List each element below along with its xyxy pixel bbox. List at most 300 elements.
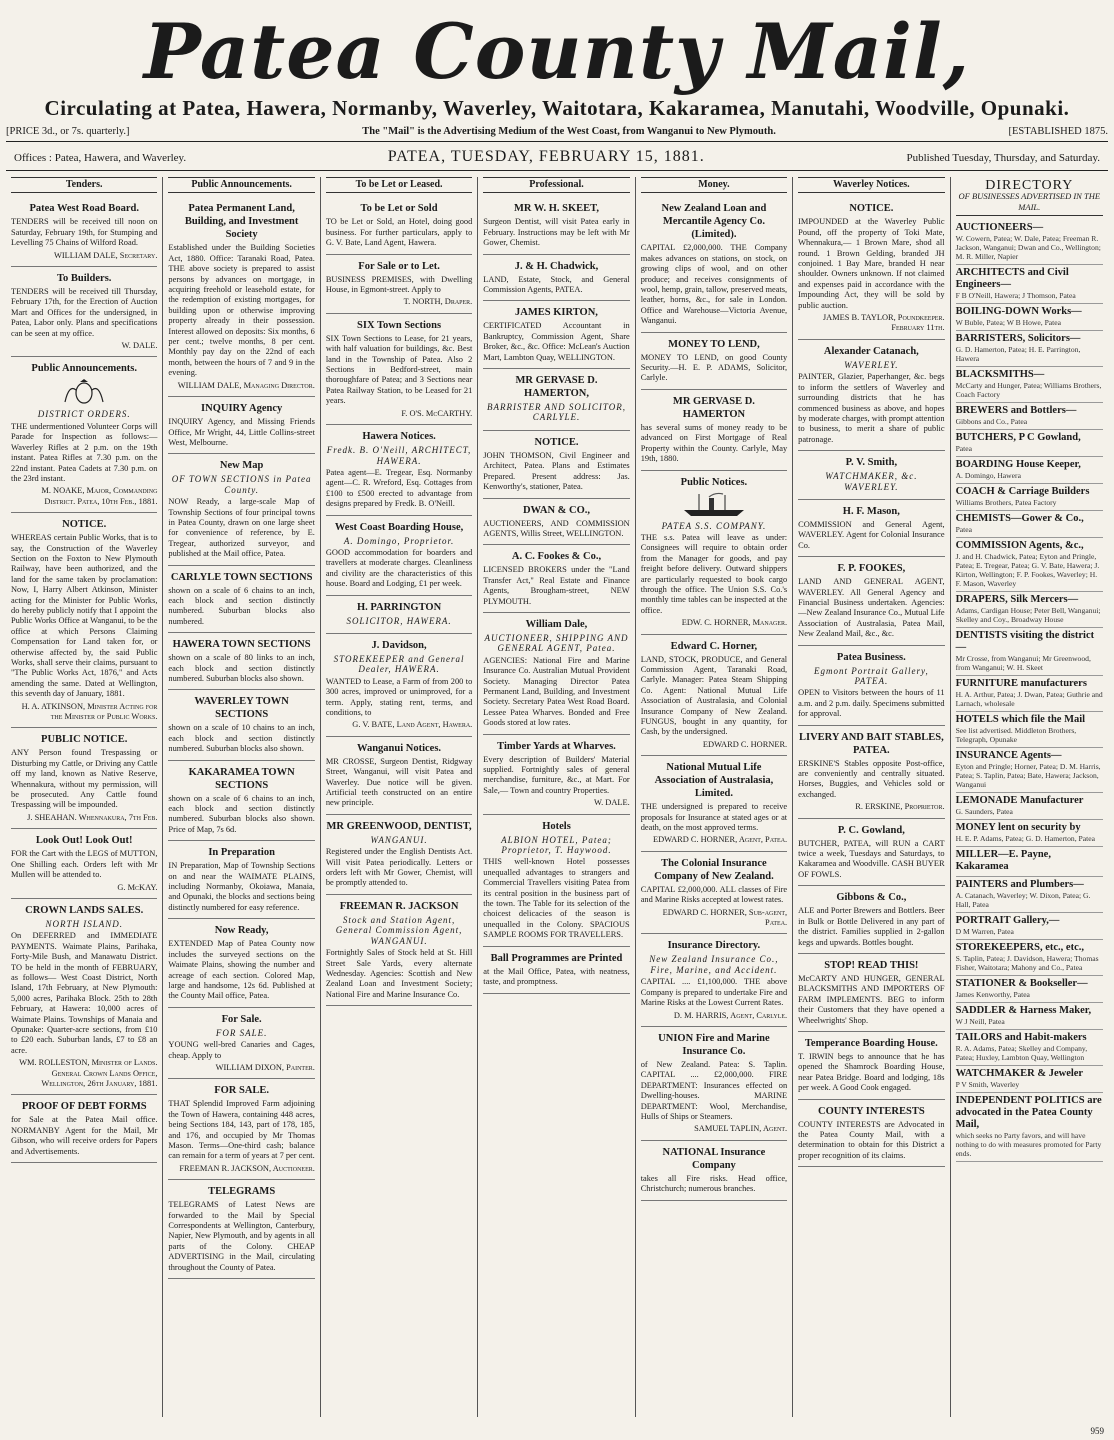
ad-title: Temperance Boarding House. (804, 1037, 938, 1049)
directory-entry-title: PAINTERS and Plumbers— (955, 879, 1084, 891)
advertisement (326, 425, 472, 515)
ad-body-text: OPEN to Visitors between the hours of 11 a.m. and 2 p.m. daily. Specimens submitted for approval. (798, 688, 945, 719)
directory-entry (956, 592, 1103, 628)
ad-body-text: Every description of Builders' Material supplied. Fortnightly sales of general merchandise, furniture, &c., at Mart. For Sale,— Town and country Properties. (483, 754, 630, 795)
ad-body-text: shown on a scale of 10 chains to an inch, each block and section distinctly numbered. Suburban blocks also shown. (168, 723, 315, 754)
ad-title: COUNTY INTERESTS (818, 1105, 925, 1117)
ad-title: F. P. FOOKES, (837, 563, 906, 575)
directory-entry-names: James Kenworthy, Patea (955, 990, 1030, 1000)
directory-entry-title: BLACKSMITHS— (955, 369, 1045, 381)
ad-title: LIVERY AND BAIT STABLES, PATEA. (798, 731, 944, 756)
ad-body-text: CAPITAL £2,000,000. ALL classes of Fire and Marine Risks accepted at lowest rates. (640, 884, 788, 905)
ad-body-text: Patea agent—E. Tregear, Esq. Normanby agent—C. R. Wreford, Esq. Cottages from £100 to £500 erected to advantage from designs prepared by Fredk. B. O'Neill. (325, 467, 473, 509)
advertisement (483, 545, 629, 613)
ad-body-text: shown on a scale of 80 links to an inch, each block and section distinctly numbered. Suburban blocks also shown. (168, 653, 315, 683)
ad-title: TELEGRAMS (208, 1186, 276, 1198)
ad-body-text: shown on a scale of 6 chains to an inch, each block and section distinctly numbered. Suburban blocks also shown. Price of Map, 7s 6d. (168, 793, 315, 834)
advertisement (483, 369, 629, 431)
ad-body-text: LAND, STOCK, PRODUCE, and General Commission Agent, Taranaki Road, Carlyle. Manager: Patea Steam Shipping Co. Agent: National Mutual Life Association of Australasia, and Colonial Insurance Company of New Zealand. FUNGUS, bought in any quantity, for Cash, by the undersigned. (640, 654, 788, 737)
ad-body-text: COMMISSION and General Agent, WAVERLEY. Agent for Colonial Insurance Co. (798, 519, 945, 550)
directory-entry (956, 1093, 1103, 1162)
ad-title: KAKARAMEA TOWN SECTIONS (188, 766, 295, 791)
advertisement (168, 454, 314, 565)
ad-body-text: CAPITAL £2,000,000. THE Company makes advances on stations, on stock, on growing clips of wool, and on other produce; and receives consignments of wool, hemp, grain, tallow, preserved meats, leather, horns, &c., for sale in London. Office and Warehouse—Victoria Avenue, Wanganui. (640, 243, 788, 326)
ad-body-text: Registered under the English Dentists Act. Will visit Patea periodically. Letters or orders left with Mr Gower, Chemist, will be promptly attended to. (325, 847, 473, 888)
advertisement (326, 516, 472, 596)
directory-entry-title: COACH & Carriage Builders (955, 486, 1090, 498)
ad-title: NATIONAL Insurance Company (662, 1146, 766, 1171)
ad-subtitle: DISTRICT ORDERS. (37, 409, 131, 420)
ad-title: MR GREENWOOD, DENTIST, (326, 820, 472, 832)
advertisement (483, 431, 629, 499)
ad-body-text: TENDERS will be received till noon on Saturday, February 19th, for Stumping and Levelling 75 Chains of Wilford Road. (11, 217, 158, 248)
directory-entry (956, 793, 1103, 820)
masthead-subtitle: Circulating at Patea, Hawera, Normanby, Waverley, Waitotara, Kakaramea, Manutahi, Woodville, Opunaki. (44, 96, 1070, 120)
ad-signature: FREEMAN R. JACKSON, Auctioneer. (179, 1163, 315, 1173)
ad-subtitle: WANGANUI. (370, 834, 428, 845)
advertisement (798, 197, 944, 339)
advertisement (326, 255, 472, 314)
ad-title: CROWN LANDS SALES. (25, 904, 144, 916)
directory-entry-title: STOREKEEPERS, etc., etc., (955, 942, 1084, 954)
ad-title: William Dale, (525, 618, 588, 630)
ad-title: PROOF OF DEBT FORMS (21, 1101, 147, 1113)
ad-body-text: YOUNG well-bred Canaries and Cages, cheap. Apply to (168, 1040, 315, 1060)
advertisement (168, 1008, 314, 1080)
directory-entry-title: DENTISTS visiting the district— (955, 630, 1095, 654)
directory-entry-title: BREWERS and Bottlers— (955, 405, 1077, 417)
directory-entry-title: BOILING-DOWN Works— (955, 306, 1082, 318)
directory-entry (956, 220, 1103, 265)
directory-entry (956, 1003, 1103, 1030)
ad-title: For Sale or to Let. (358, 260, 440, 272)
advertisement (326, 815, 472, 895)
ad-body-text: JOHN THOMSON, Civil Engineer and Architect, Patea. Plans and Estimates Prepared. Present address: Jas. Kenworthy's, stationer, Patea. (483, 450, 630, 492)
steamship-icon (679, 492, 749, 518)
ad-body-text: TELEGRAMS of Latest News are forwarded to the Mail by Special Correspondents at Wellington, Canterbury, Napier, New Plymouth, and by agents in all parts of the Colony. CHEAP ADVERTISING in the Mail, circulating throughout the County of Patea. (168, 1200, 315, 1272)
ad-body-text: GOOD accommodation for boarders and travellers at moderate charges. Cleanliness and civility are the characteristics of this house. Board and Lodging, £1 per week. (325, 547, 473, 589)
ad-subtitle: A. Domingo, Proprietor. (343, 535, 455, 546)
ad-title: MR GERVASE D. HAMERTON (672, 395, 755, 420)
ad-body-text: has several sums of money ready to be advanced on First Mortgage of Real Property within the County. Carlyle, May 19th, 1880. (640, 422, 788, 464)
column-heading: Professional. (483, 177, 629, 193)
column-2 (163, 177, 320, 1417)
directory-entry-names: J. and H. Chadwick, Patea; Eyton and Pringle, Patea; E. Tregear, Patea; G. V. Bate, Hawera; J. Kirton, Wellington; F. P. Fookes, Waverley; H. F. Mason, Waverley (955, 552, 1100, 589)
ad-body-text: LICENSED BROKERS under the "Land Transfer Act," Real Estate and Finance Agents, Brougham-street, NEW PLYMOUTH. (483, 565, 630, 606)
ad-title: MR GERVASE D. HAMERTON, (515, 375, 598, 400)
advertisement (326, 737, 472, 815)
ad-signature: W. DALE. (593, 798, 630, 808)
advertisement (641, 852, 787, 935)
directory-entry-names: Eyton and Pringle; Horner, Patea; D. M. Harris, Patea; S. Taplin, Patea; Bate, Hawera; Jackson, Wanganui (955, 762, 1101, 790)
advertisement (326, 596, 472, 634)
ad-title: The Colonial Insurance Company of New Zealand. (654, 857, 774, 882)
ad-signature: WILLIAM DALE, Secretary. (53, 250, 158, 260)
advertisement (641, 197, 787, 332)
ad-title: Timber Yards at Wharves. (497, 740, 616, 752)
ad-body-text: TENDERS will be received till Thursday, February 17th, for the Erection of Auction Mart and Offices for the undersigned, in Patea, Labor only. Plans and specifications can be seen at my office. (11, 287, 158, 338)
ad-title: Edward C. Horner, (670, 640, 758, 652)
advertisement (168, 197, 314, 397)
advertisement (326, 895, 472, 1006)
ad-subtitle: ALBION HOTEL, Patea; Proprietor, T. Haywood. (501, 834, 612, 856)
ad-body-text: ANY Person found Trespassing or Disturbing my Cattle, or Driving any Cattle off my land, known as Native Reserve, Whennakura, without my permission, will be prosecuted. Any Cattle found Trespassing will be impounded. (11, 748, 158, 810)
directory-entry-names: F B O'Neill, Hawera; J Thomson, Patea (955, 291, 1076, 301)
ad-body-text: Fortnightly Sales of Stock held at St. Hill Street Sale Yards, every alternate Wednesday. Agencies: Scottish and New Zealand Loan and Investment Society; National Fire and Marine Insurance Co. (325, 948, 473, 999)
dateline (6, 141, 1108, 171)
directory-entry-names: Patea (955, 444, 973, 454)
column-5 (636, 177, 793, 1417)
ad-title: H. F. Mason, (842, 505, 900, 517)
advertisement (641, 1141, 787, 1201)
ad-signature: EDWARD C. HORNER, Sub-agent, Patea. (662, 907, 788, 928)
directory-entry-names: Williams Brothers, Patea Factory (955, 498, 1057, 508)
directory-entry-names: R. A. Adams, Patea; Skelley and Company, Patea; Huxley, Lambton Quay, Wellington (955, 1044, 1088, 1063)
ad-body-text: On DEFERRED and IMMEDIATE PAYMENTS. Waimate Plains, Parihaka, Forty-Mile Bush, and Manawatu District. TO be held in the month of FEBRUARY, as follows— West Coast District, North Island, 17th February, at New Plymouth: 5,000 acres, Parihaka Block. 25th to 28th February, at Hawera: 10,000 acres of Waimate Plains. Townships of Manaia and Opunake: Quarter-acre sections, from £10 to £20 each. Suburban lands, £7 to £8 an acre. (11, 931, 158, 1055)
ad-title: P. C. Gowland, (837, 824, 905, 836)
advertisement (641, 471, 787, 635)
ad-title: P. V. Smith, (845, 457, 898, 469)
ad-title: NOTICE. (849, 203, 894, 215)
directory-entry-title: BARRISTERS, Solicitors— (955, 333, 1081, 345)
established-note: [ESTABLISHED 1875. (1008, 126, 1108, 137)
ad-subtitle: Fredk. B. O'Neill, ARCHITECT, HAWERA. (326, 445, 472, 466)
ad-subtitle: Stock and Station Agent, General Commission Agent, WANGANUI. (335, 914, 463, 946)
advertisement (168, 566, 314, 634)
ad-title: Wanganui Notices. (357, 742, 442, 754)
advertisement (11, 267, 157, 357)
advertisement (798, 451, 944, 500)
directory-entry-names: Patea (955, 525, 973, 535)
ad-signature: W. DALE. (121, 341, 158, 351)
directory-entry (956, 847, 1103, 877)
price-note: [PRICE 3d., or 7s. quarterly.] (6, 126, 130, 137)
ad-title: New Map (219, 460, 264, 472)
column-heading: Tenders. (11, 177, 157, 193)
ad-title: HAWERA TOWN SECTIONS (172, 639, 311, 651)
ad-title: A. C. Fookes & Co., (511, 551, 602, 563)
advertisement (798, 1100, 944, 1168)
directory-entry-names: G. Saunders, Patea (955, 807, 1013, 817)
directory-entry-title: TAILORS and Habit-makers (955, 1032, 1087, 1044)
directory-entry (956, 457, 1103, 484)
ad-title: JAMES KIRTON, (515, 307, 598, 319)
ad-subtitle: WAVERLEY. (844, 359, 899, 370)
ad-title: MR W. H. SKEET, (513, 203, 599, 215)
ad-body-text: BUTCHER, PATEA, will RUN a CART twice a week, Tuesdays and Saturdays, to Kakaramea and Woodville. CASH BUYER OF FOWLS. (798, 838, 945, 879)
ad-signature: JAMES B. TAYLOR, Poundkeeper. February 11th. (822, 313, 945, 333)
directory-entry-title: CHEMISTS—Gower & Co., (955, 513, 1084, 525)
ad-title: Ball Programmes are Printed (490, 952, 623, 964)
ad-title: West Coast Boarding House, (334, 521, 464, 533)
ad-body-text: NOW Ready, a large-scale Map of Township Sections of four principal towns in Patea County, drawn on one large sheet for convenience of reference, by E. Tregear, authorized surveyor, and published at the Mail office, Patea. (168, 497, 315, 559)
ad-body-text: MONEY TO LEND, on good County Security.—H. E. P. ADAMS, Solicitor, Carlyle. (640, 352, 788, 383)
directory-entry-title: FURNITURE manufacturers (955, 678, 1087, 690)
ad-title: To Builders. (56, 273, 112, 285)
ad-subtitle: AUCTIONEER, SHIPPING AND GENERAL AGENT, Patea. (484, 632, 629, 654)
advertisement (11, 513, 157, 728)
ad-title: DWAN & CO., (522, 504, 591, 516)
directory-entry-names: H. E. P. Adams, Patea; G. D. Hamerton, Patea (955, 834, 1095, 844)
ad-title: MONEY TO LEND, (668, 338, 760, 350)
directory-entry-title: ARCHITECTS and Civil Engineers— (955, 267, 1069, 291)
directory-entry-names: Adams, Cardigan House; Peter Bell, Wanganui; Skelley and Coy., Broadway House (955, 606, 1101, 625)
ad-title: Public Announcements. (31, 363, 138, 375)
directory-entry-names: McCarty and Hunger, Patea; Williams Brothers, Coach Factory (955, 381, 1102, 400)
ad-body-text: shown on a scale of 6 chains to an inch, each block and section distinctly numbered. Suburban blocks also numbered. (168, 585, 315, 626)
ad-body-text: INQUIRY Agency, and Missing Friends Office, Mr Wright, 44, Little Collins-street West, Melbourne. (168, 417, 315, 447)
ad-signature: WILLIAM DALE, Managing Director. (177, 380, 315, 390)
ad-signature: EDWARD C. HORNER. (702, 739, 788, 749)
ad-title: National Mutual Life Association of Australasia, Limited. (654, 762, 774, 800)
ad-title: CARLYLE TOWN SECTIONS (170, 571, 313, 583)
directory-entry (956, 367, 1103, 403)
column-6 (793, 177, 950, 1417)
page-number: 959 (1090, 1426, 1104, 1436)
ad-title: FREEMAN R. JACKSON (339, 900, 459, 912)
ad-title: UNION Fire and Marine Insurance Co. (658, 1032, 770, 1057)
ad-subtitle: FOR SALE. (215, 1027, 268, 1038)
advertisement (483, 613, 629, 735)
ad-body-text: LAND, Estate, Stock, and General Commission Agents, PATEA. (483, 274, 630, 295)
advertisement (641, 333, 787, 390)
ad-body-text: THIS well-known Hotel possesses unequalled advantages to strangers and Commercial Travellers visiting Patea from its central position in the business part of the town. The Table for its selection of the choicest delicacies of the season is unequalled in the Colony. SPACIOUS SAMPLE ROOMS FOR TRAVELLERS. (483, 857, 630, 940)
advertisement (483, 499, 629, 546)
directory-entry-title: COMMISSION Agents, &c., (955, 540, 1084, 552)
directory-entry (956, 712, 1103, 748)
advertisement (483, 815, 629, 947)
advertisement (483, 947, 629, 994)
advertisement (798, 340, 944, 451)
advertisement (11, 197, 157, 267)
directory-entry-title: INDEPENDENT POLITICS are advocated in the Patea County Mail, (955, 1095, 1102, 1131)
directory-entry (956, 304, 1103, 331)
ad-title: FOR SALE. (214, 1085, 270, 1097)
ad-body-text: MR CROSSE, Surgeon Dentist, Ridgway Street, Wanganui, will visit Patea and Waverley. Due notice will be given. Artificial teeth constructed on an entire new principle. (325, 756, 473, 808)
advertisement (641, 390, 787, 471)
directory-entry-title: AUCTIONEERS— (955, 222, 1044, 234)
directory-entry (956, 403, 1103, 430)
directory-entry-title: MILLER—E. Payne, Kakaramea (955, 849, 1051, 873)
ad-title: Patea Business. (836, 651, 906, 663)
directory-entry-names: G. D. Hamerton, Patea; H. E. Parrington, Hawera (955, 345, 1081, 364)
ad-signature: H. A. ATKINSON, Minister Acting for the Minister of Public Works. (21, 701, 158, 722)
ad-body-text: LAND AND GENERAL AGENT, WAVERLEY. All General Agency and Financial Business undertaken. Agencies:—New Zealand Insurance Co., Mutual Life Association of Australasia, Patea Mail, New Zealand Mail, &c., &c. (798, 577, 945, 639)
directory-entry (956, 976, 1103, 1003)
ad-title: J. & H. Chadwick, (514, 260, 599, 272)
ad-body-text: WHEREAS certain Public Works, that is to say, the Construction of the Waverley Section on the Foxton to New Plymouth Railway, have been authorized, and the land for the same taken by proclamation: Now, I, Harry Albert Atkinson, Minister acting for the Minister for Public Works, do hereby publicly notify that I appoint the Public Works Office at Wanganui, to be the office at which Persons Claiming Compensation for Land taken for, or otherwise affected by, the said Public Works, shall serve their claims, pursuant to "The Public Works Act, 1876," and Acts amending the same. Dated at Wellington, this seventh day of January, 1881. (11, 533, 158, 699)
ad-body-text: THAT Splendid Improved Farm adjoining the Town of Hawera, containing 448 acres, being Sections 184, 143, part of 178, 185, and 176, and occupied by Mr Thomas Mason. Terms—One-third cash; balance can remain for a term of years at 7 per cent. (168, 1099, 315, 1161)
directory-entry (956, 628, 1103, 676)
directory-entry-names: P V Smith, Waverley (955, 1080, 1020, 1090)
ad-subtitle: BARRISTER AND SOLICITOR, CARLYLE. (487, 402, 626, 423)
ad-signature: WM. ROLLESTON, Minister of Lands. General Crown Lands Office, Wellington, 26th January, 1881. (19, 1058, 158, 1088)
info-row (6, 126, 1108, 137)
directory-entry-title: STATIONER & Bookseller— (955, 978, 1088, 990)
ad-title: Insurance Directory. (667, 940, 761, 952)
directory-entry (956, 1066, 1103, 1093)
ad-title: Gibbons & Co., (836, 892, 907, 904)
advertisement (168, 690, 314, 760)
advertisement (11, 357, 157, 513)
directory-entry-title: SADDLER & Harness Maker, (955, 1005, 1092, 1017)
advertisement (168, 919, 314, 1007)
directory-entry-title: MONEY lent on security by (955, 822, 1081, 834)
ad-title: Look Out! Look Out! (35, 835, 133, 847)
ad-subtitle: Egmont Portrait Gallery, PATEA. (813, 665, 929, 686)
ad-body-text: FOR the Cart with the LEGS of MUTTON, One Shilling each. Orders left with Mr Mullen will be attended to. (11, 849, 158, 880)
ad-body-text: Established under the Building Societies Act, 1880. Office: Taranaki Road, Patea. THE above society is prepared to assist persons by advances on mortgage, in acquiring freehold or leasehold estate, for the redemption of existing mortgages, for building upon or otherwise improving property already in their possession. Interest allowed on deposits: Six months, 6 per cent.; twelve months, 8 per cent. Monthly pay day on the 22nd of each month, between the hours of 7 and 9 in the evening. (168, 243, 315, 378)
ad-signature: EDW. C. HORNER, Manager. (681, 618, 788, 628)
tagline: The "Mail" is the Advertising Medium of the West Coast, from Wanganui to New Plymouth. (362, 126, 776, 137)
ad-title: Public Notices. (680, 476, 748, 488)
directory-entry-names: which seeks no Party favors, and will have nothing to do with measures promoted for Party ends. (955, 1131, 1102, 1159)
directory-entry (956, 430, 1103, 457)
advertisement (641, 635, 787, 757)
advertisement (641, 1027, 787, 1141)
directory-entry-names: See list advertised. Middleton Brothers, Telegraph, Opunake (955, 726, 1077, 745)
ad-body-text: for Sale at the Patea Mail office. NORMANBY Agent for the Mail, Mr Gibson, who will receive orders for Papers and Advertisements. (11, 1115, 158, 1156)
directory-entry-names: W. Cowern, Patea; W. Dale, Patea; Freeman R. Jackson, Wanganui; Dwan and Co., Wellington; M. R. Miller, Napier (955, 234, 1101, 262)
ad-subtitle: PATEA S.S. COMPANY. (661, 520, 767, 531)
directory-entry-names: H. A. Arthur, Patea; J. Dwan, Patea; Guthrie and Larnach, wholesale (955, 690, 1103, 709)
directory-entry (956, 484, 1103, 511)
directory-entry-title: BOARDING House Keeper, (955, 459, 1081, 471)
ad-title: NOTICE. (534, 436, 579, 448)
advertisement (798, 557, 944, 645)
ad-subtitle: WATCHMAKER, &c. WAVERLEY. (825, 471, 918, 492)
advertisement (168, 1180, 314, 1279)
directory-entry (956, 748, 1103, 793)
ad-title: Now Ready, (214, 925, 269, 937)
directory-entry-names: D M Warren, Patea (955, 927, 1014, 937)
ad-title: Patea Permanent Land, Building, and Investment Society (184, 203, 299, 241)
ad-body-text: BUSINESS PREMISES, with Dwelling House, in Egmont-street. Apply to (325, 274, 473, 295)
masthead-title: Patea County Mail, (143, 8, 971, 96)
ad-title: In Preparation (208, 847, 275, 859)
advertisement (798, 886, 944, 954)
ad-body-text: T. IRWIN begs to announce that he has opened the Shamrock Boarding House, near Patea Bridge. Board and lodging, 18s per week. A Good Cook engaged. (798, 1051, 945, 1093)
column-3 (321, 177, 478, 1417)
advertisement (168, 633, 314, 690)
ad-body-text: THE undermentioned Volunteer Corps will Parade for Inspection as follows:— Waverley Rifles at 2 p.m. on the 19th instant. Patea Rifles at 7.30 p.m. on the 22nd instant. Patea Cadets at 7.30 p.m. on the 23rd instant. (11, 421, 158, 483)
ad-subtitle: SOLICITOR, HAWERA. (346, 615, 452, 626)
advertisement (798, 726, 944, 819)
ad-subtitle: New Zealand Insurance Co., Fire, Marine, and Accident. (649, 954, 779, 975)
ad-body-text: WANTED to Lease, a Farm of from 200 to 300 acres, improved or unimproved, for a term. Apply, stating rent, terms, and conditions, to (325, 676, 473, 717)
column-heading: Waverley Notices. (798, 177, 944, 193)
ad-title: Hotels (542, 820, 571, 832)
ad-body-text: CERTIFICATED Accountant in Bankruptcy, Commission Agent, Share Broker, &c., &c. Office: McLean's Auction Mart, Lambton Quay, WELLINGTON. (483, 321, 630, 362)
advertisement (168, 841, 314, 919)
directory-entry (956, 1030, 1103, 1066)
ad-body-text: AGENCIES: National Fire and Marine Insurance Co. Australian Mutual Provident Society. Managing Director Patea Permanent Land, Building, and Investment Society. Secretary Patea West Road Board. Lessee Patea Wharves. Bonded and Free Goods stored at low rates. (483, 655, 630, 728)
advertisement (483, 301, 629, 369)
advertisement (798, 954, 944, 1032)
ad-body-text: AUCTIONEERS, AND COMMISSION AGENTS, Willis Street, WELLINGTON. (483, 518, 630, 538)
ad-signature: G. V. BATE, Land Agent, Hawera. (352, 720, 473, 730)
ad-title: NOTICE. (62, 519, 107, 531)
ad-signature: J. SHEAHAN. Whennakura, 7th Feb. (27, 812, 158, 822)
directory-entry-names: A. Catanach, Waverley; W. Dixon, Patea; G. Hall, Patea (955, 891, 1091, 910)
ad-subtitle: OF TOWN SECTIONS in Patea County. (171, 474, 312, 495)
ad-title: For Sale. (221, 1013, 262, 1025)
ad-body-text: THE s.s. Patea will leave as under: Consignees will require to obtain order from the Manager for goods, and pay freight before delivery. Outward shippers are particularly requested to book cargo through the office. The Union S.S. Co.'s monthly time tables can be inspected at the office. (640, 532, 788, 615)
offices-note: Offices : Patea, Hawera, and Waverley. (14, 152, 187, 164)
directory-entry-title: PORTRAIT Gallery,— (955, 915, 1060, 927)
directory-entry-names: S. Taplin, Patea; J. Davidson, Hawera; Thomas Fisher, Waitotara; Mahony and Co., Patea (955, 954, 1099, 973)
advertisement (798, 500, 944, 557)
ad-body-text: SIX Town Sections to Lease, for 21 years, with half valuation for buildings, &c. Best land in the Township of Patea. Also 2 Sections in Bedford-street, main thoroughfare of Patea; and 3 Sections near Patea Railway Station, to be Leased for 21 years. (325, 333, 473, 406)
column-1 (6, 177, 163, 1417)
ad-title: PUBLIC NOTICE. (41, 734, 128, 746)
column-directory (951, 177, 1108, 1417)
advertisement (168, 397, 314, 454)
ad-signature: WILLIAM DIXON, Painter. (215, 1062, 315, 1072)
ad-title: INQUIRY Agency (201, 403, 283, 415)
ad-title: Alexander Catanach, (823, 345, 919, 357)
advertisement (798, 819, 944, 887)
ad-subtitle: NORTH ISLAND. (45, 918, 123, 929)
ad-signature: SAMUEL TAPLIN, Agent. (694, 1124, 788, 1134)
ad-body-text: at the Mail Office, Patea, with neatness, taste, and promptness. (483, 966, 630, 987)
columns-container (6, 177, 1108, 1417)
ad-body-text: of New Zealand. Patea: S. Taplin. CAPITAL .... £2,000,000. FIRE DEPARTMENT: Insurances effected on Dwelling-houses. MARINE DEPARTMENT: Wool, Merchandise, Hulls of Ships or Steamers. (640, 1059, 788, 1121)
directory-subheading: OF BUSINESSES ADVERTISED IN THE MAIL. (956, 191, 1103, 216)
ad-title: SIX Town Sections (357, 319, 442, 331)
directory-entry (956, 511, 1103, 538)
ad-signature: F. O'S. McCARTHY. (401, 408, 473, 418)
directory-entry (956, 820, 1103, 847)
directory-entry-title: WATCHMAKER & Jeweler (955, 1068, 1084, 1080)
column-heading: To be Let or Leased. (326, 177, 472, 193)
advertisement (168, 761, 314, 842)
advertisement (798, 646, 944, 726)
ad-title: To be Let or Sold (360, 203, 438, 215)
ad-body-text: EXTENDED Map of Patea County now includes the surveyed sections on the Waimate Plains, showing the number and acreage of each section. Colored Map, large and handsome, 12s 6d. Published at the County Mail office, Patea. (168, 939, 315, 1001)
ad-body-text: McCARTY AND HUNGER, GENERAL BLACKSMITHS AND IMPORTERS OF FARM IMPLEMENTS. BEG to inform their Customers that they have opened a Wheelwrights' Shop. (798, 973, 945, 1025)
ad-body-text: takes all Fire risks. Head office, Christchurch; numerous branches. (640, 1173, 788, 1194)
advertisement (641, 756, 787, 852)
directory-entry-names: Gibbons and Co., Patea (955, 417, 1028, 427)
advertisement (326, 314, 472, 425)
ad-subtitle: STOREKEEPER and General Dealer, HAWERA. (333, 653, 465, 675)
ad-body-text: ALE and Porter Brewers and Bottlers. Beer in Bulk or Bottle Delivered in any part of the district. Families supplied in 2-gallon kegs and upwards. Bottles bought. (798, 906, 945, 947)
ad-body-text: PAINTER, Glazier, Paperhanger, &c. begs to inform the settlers of Waverley and surrounding districts that he has commenced business as above, and hopes by moderate charges, with prompt attention to business, to merit a share of public patronage. (798, 372, 945, 444)
directory-entry-title: LEMONADE Manufacturer (955, 795, 1084, 807)
directory-entry-title: HOTELS which file the Mail (955, 714, 1086, 726)
directory-entry-names: Mr Crosse, from Wanganui; Mr Greenwood, from Wanganui; W. H. Skeet (955, 654, 1091, 673)
ad-title: H. PARRINGTON (356, 601, 442, 613)
advertisement (483, 197, 629, 254)
ad-body-text: CAPITAL .... £1,100,000. THE above Company is prepared to undertake Fire and Marine Risks at the Lowest Current Rates. (640, 977, 788, 1008)
ad-signature: D. M. HARRIS, Agent, Carlyle. (673, 1010, 788, 1020)
advertisement (11, 1095, 157, 1163)
advertisement (11, 829, 157, 899)
ad-body-text: IN Preparation, Map of Township Sections on and near the WAIMATE PLAINS, including Normanby, Okoiawa, Manaia, and Opunaki, the blocks and sections being distinctly numbered for easy reference. (168, 861, 315, 912)
ad-title: New Zealand Loan and Mercantile Agency Co. (Limited). (661, 203, 767, 241)
directory-entry-names: W Buble, Patea; W B Howe, Patea (955, 318, 1062, 328)
ad-body-text: Surgeon Dentist, will visit Patea early in February. Instructions may be left with Mr Gower, Chemist. (483, 217, 630, 248)
advertisement (11, 899, 157, 1096)
directory-entry (956, 331, 1103, 367)
column-heading: Money. (641, 177, 787, 193)
column-4 (478, 177, 635, 1417)
advertisement (798, 1032, 944, 1100)
advertisement (483, 735, 629, 815)
ad-signature: M. NOAKE, Major, Commanding District. Patea, 10th Feb., 1881. (41, 486, 158, 506)
column-heading: Public Announcements. (168, 177, 314, 193)
